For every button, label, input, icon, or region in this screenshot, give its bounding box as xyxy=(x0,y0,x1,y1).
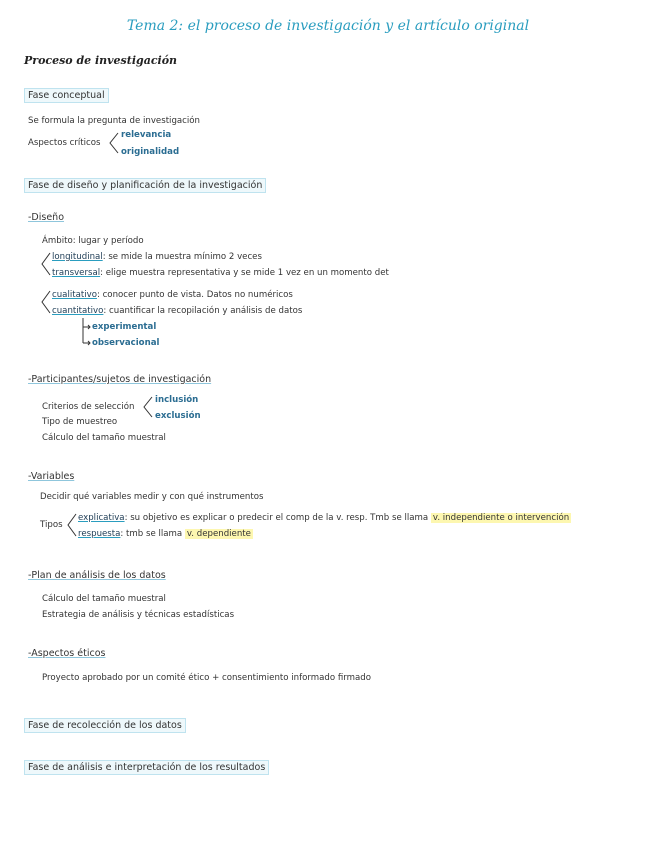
plan-item-estrategia: Estrategia de análisis y técnicas estadísticas xyxy=(42,610,235,620)
temporal-longitudinal: longitudinal: se mide la muestra mínimo 2 veces xyxy=(52,252,262,262)
plan-item-calculo: Cálculo del tamaño muestral xyxy=(42,594,166,604)
criterios-label: Criterios de selección xyxy=(42,402,135,412)
phase-conceptual: Fase conceptual xyxy=(24,88,109,103)
enfoque-cualitativo: cualitativo: conocer punto de vista. Datos no numéricos xyxy=(52,290,293,300)
pregunta-text: Se formula la pregunta de investigación xyxy=(28,116,200,126)
enfoque-cuantitativo: cuantitativo: cuantificar la recopilación y análisis de datos xyxy=(52,306,303,316)
phase-diseno: Fase de diseño y planificación de la investigación xyxy=(24,178,266,193)
variable-explicativa: explicativa: su objetivo es explicar o predecir el comp de la v. resp. Tmb se llama v. independiente o intervención xyxy=(78,513,570,523)
aspecto-originalidad: originalidad xyxy=(121,147,180,157)
variable-respuesta: respuesta: tmb se llama v. dependiente xyxy=(78,529,251,539)
section-subtitle: Proceso de investigación xyxy=(24,54,178,67)
variables-heading: -Variables xyxy=(28,471,75,482)
criterio-inclusion: inclusión xyxy=(155,395,199,405)
page-title: Tema 2: el proceso de investigación y el artículo original xyxy=(126,18,530,34)
brace-aspectos xyxy=(108,132,120,154)
brace-enfoque xyxy=(40,290,52,314)
brace-criterios xyxy=(142,396,154,418)
criterio-exclusion: exclusión xyxy=(155,411,201,421)
ambito-text: Ámbito: lugar y período xyxy=(42,236,144,246)
aspectos-label: Aspectos críticos xyxy=(28,138,101,148)
brace-temporal xyxy=(40,252,52,276)
tipos-label: Tipos xyxy=(40,520,63,530)
temporal-transversal: transversal: elige muestra representativa y se mide 1 vez en un momento det xyxy=(52,268,389,278)
diseno-heading: -Diseño xyxy=(28,212,65,223)
phase-analisis: Fase de análisis e interpretación de los resultados xyxy=(24,760,269,775)
aspecto-relevancia: relevancia xyxy=(121,130,172,140)
calculo-muestral: Cálculo del tamaño muestral xyxy=(42,433,166,443)
participantes-heading: -Participantes/sujetos de investigación xyxy=(28,374,212,385)
brace-tipos xyxy=(66,513,78,537)
tipo-observacional: observacional xyxy=(92,338,160,348)
eticos-heading: -Aspectos éticos xyxy=(28,648,106,659)
plan-heading: -Plan de análisis de los datos xyxy=(28,570,166,581)
tipo-muestreo: Tipo de muestreo xyxy=(42,417,118,427)
variables-decidir: Decidir qué variables medir y con qué instrumentos xyxy=(40,492,264,502)
phase-recoleccion: Fase de recolección de los datos xyxy=(24,718,186,733)
tipo-experimental: experimental xyxy=(92,322,157,332)
eticos-text: Proyecto aprobado por un comité ético + consentimiento informado firmado xyxy=(42,673,371,683)
